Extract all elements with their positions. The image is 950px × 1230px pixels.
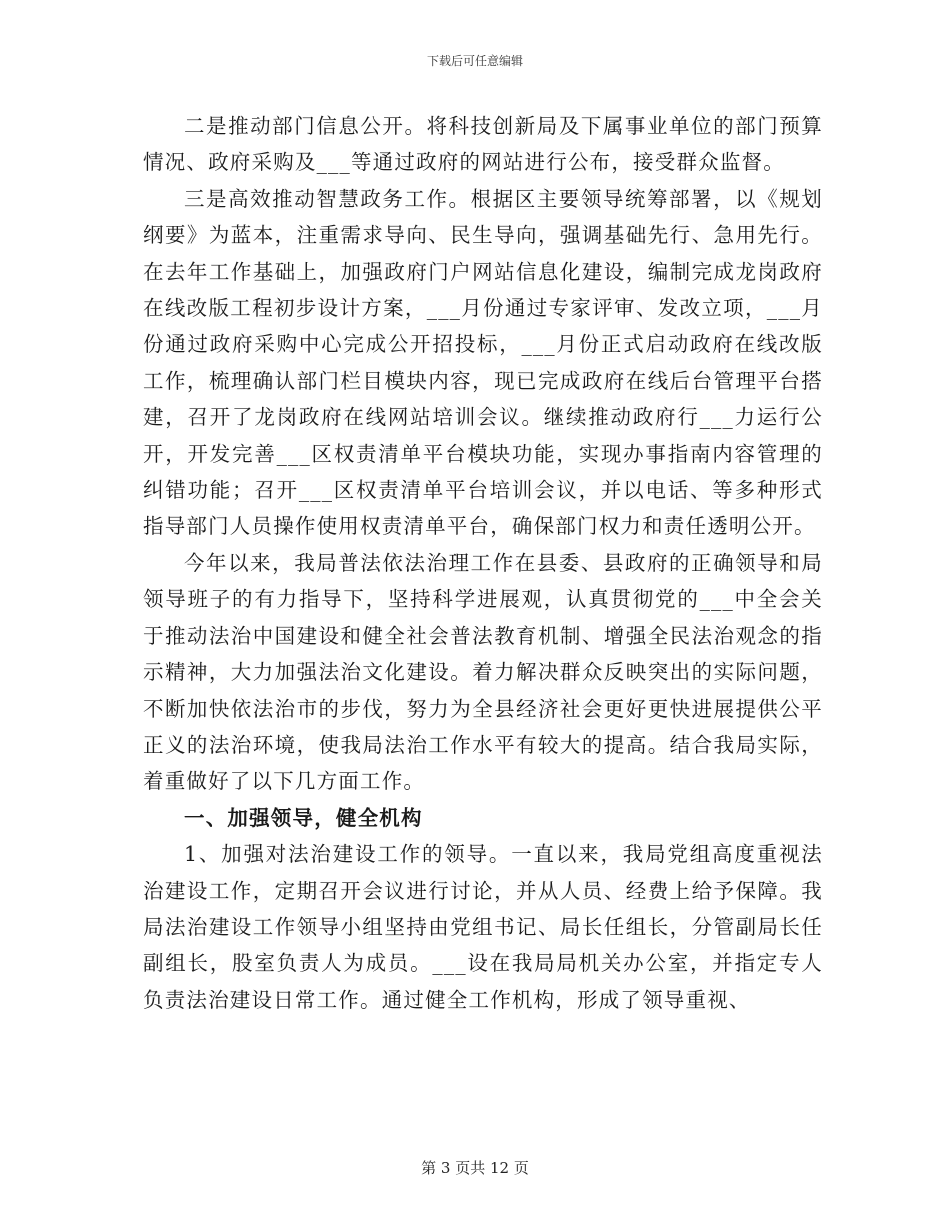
paragraph-info-disclosure: 二是推动部门信息公开。将科技创新局及下属事业单位的部门预算情况、政府采购及___等通过政府的网站进行公布，接受群众监督。 — [143, 114, 823, 175]
page-header: 下载后可任意编辑 — [426, 54, 523, 68]
document-body — [143, 108, 823, 1018]
page-number: 第 3 页共 12 页 — [421, 1159, 529, 1177]
section-heading: 一、加强领导，健全机构 — [184, 805, 423, 830]
paragraph-rule-of-law-intro: 今年以来，我局普法依法治理工作在县委、县政府的正确领导和局领导班子的有力指导下，坚持科学进展观，认真贯彻党的___中全会关于推动法治中国建设和健全社会普法教育机制、增强全民法治观念的指示精神，大力加强法治文化建设。着力解决群众反映突出的实际问题，不断加快依法治市的步伐，努力为全县经济社会更好更快进展提供公平正义的法治环境，使我局法治工作水平有较大的提高。结合我局实际，着重做好了以下几方面工作。 — [143, 550, 823, 794]
paragraph-leadership: 1、加强对法治建设工作的领导。一直以来，我局党组高度重视法治建设工作，定期召开会议进行讨论，并从人员、经费上给予保障。我局法治建设工作领导小组坚持由党组书记、局长任组长，分管副局长任副组长，股室负责人为成员。___设在我局局机关办公室，并指定专人负责法治建设日常工作。通过健全工作机构，形成了领导重视、 — [143, 842, 823, 1012]
paragraph-smart-government: 三是高效推动智慧政务工作。根据区主要领导统筹部署，以《规划纲要》为蓝本，注重需求导向、民生导向，强调基础先行、急用先行。在去年工作基础上，加强政府门户网站信息化建设，编制完成龙岗政府在线改版工程初步设计方案，___月份通过专家评审、发改立项，___月份通过政府采购中心完成公开招投标，___月份正式启动政府在线改版工作，梳理确认部门栏目模块内容，现已完成政府在线后台管理平台搭建，召开了龙岗政府在线网站培训会议。继续推动政府行___力运行公开，开发完善___区权责清单平台模块功能，实现办事指南内容管理的纠错功能；召开___区权责清单平台培训会议，并以电话、等多种形式指导部门人员操作使用权责清单平台，确保部门权力和责任透明公开。 — [143, 186, 823, 539]
